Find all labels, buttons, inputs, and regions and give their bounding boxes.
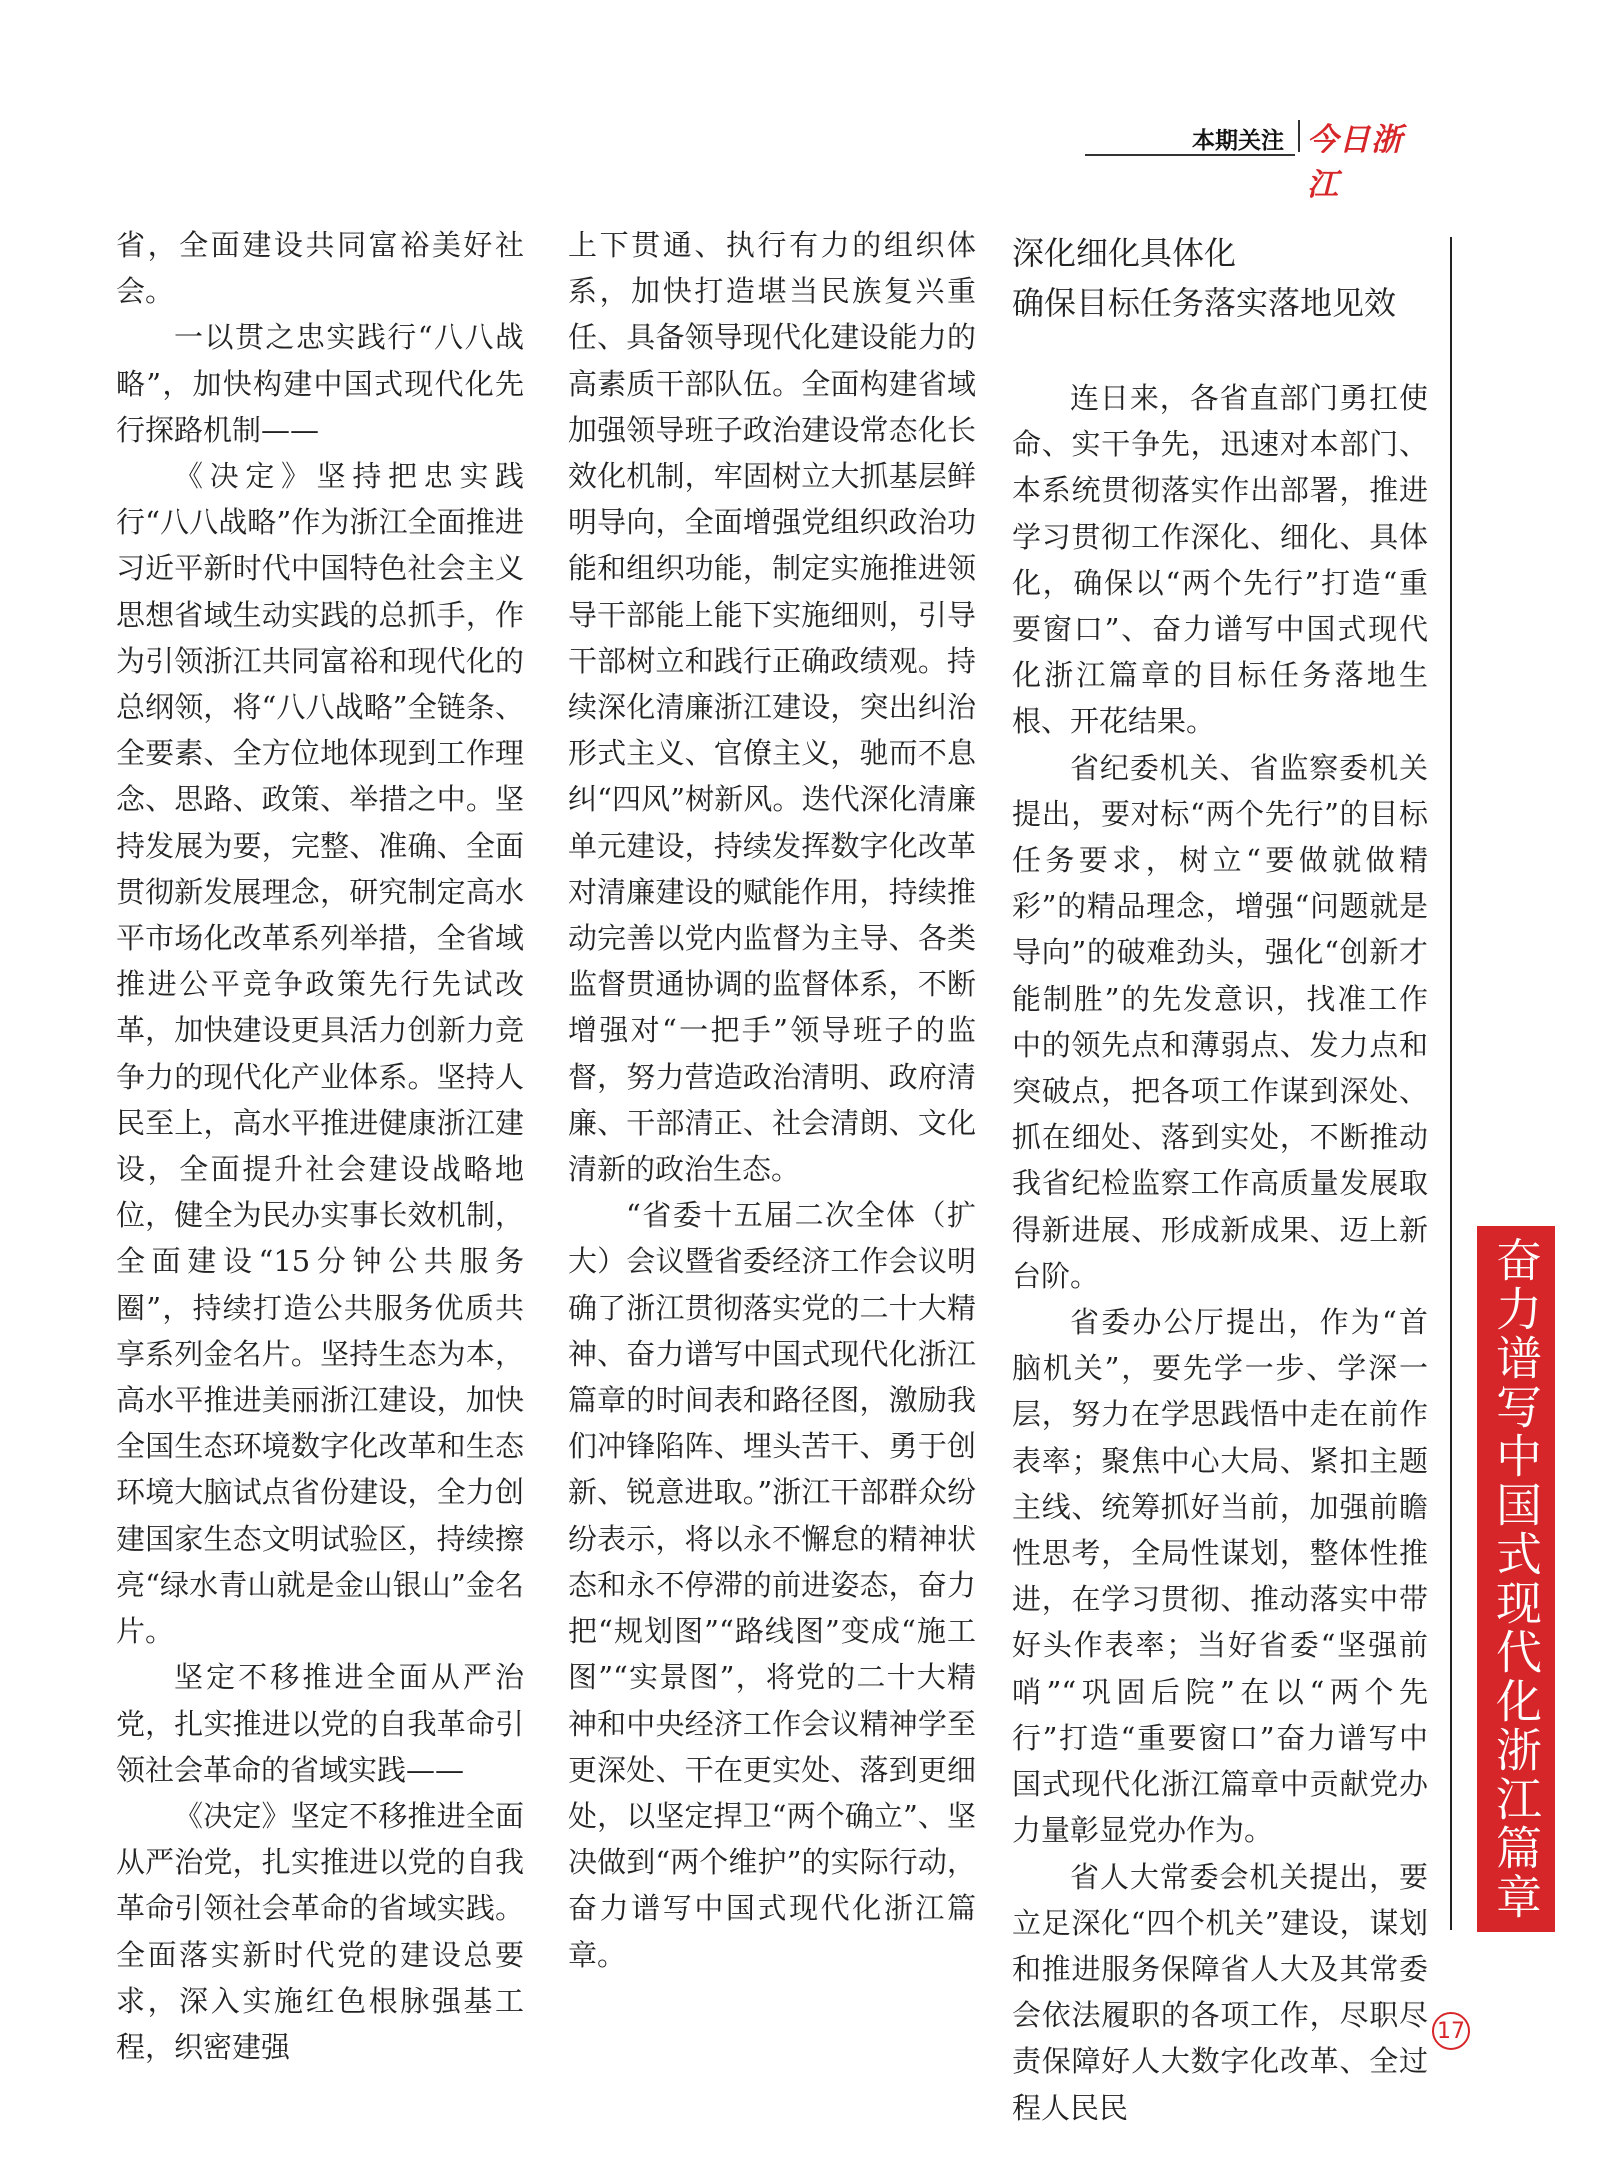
paragraph: 省，全面建设共同富裕美好社会。: [116, 228, 524, 309]
paragraph: 《决定》坚持把忠实践行“八八战略”作为浙江全面推进习近平新时代中国特色社会主义思想省域生动实践的总抓手，作为引领浙江共同富裕和现代化的总纲领，将“八八战略”全链条、全要素、全方位地体现到工作理念、思路、政策、举措之中。坚持发展为要，完整、准确、全面贯彻新发展理念，研究制定高水平市场化改革系列举措，全省域推进公平竞争政策先行先试改革，加快建设更具活力创新力竞争力的现代化产业体系。坚持人民至上，高水平推进健康浙江建设，全面提升社会建设战略地位，健全为民办实事长效机制，全面建设“15分钟公共服务圈”，持续打造公共服务优质共享系列金名片。坚持生态为本，高水平推进美丽浙江建设，加快全国生态环境数字化改革和生态环境大脑试点省份建设，全力创建国家生态文明试验区，持续擦亮“绿水青山就是金山银山”金名片。: [116, 459, 524, 1649]
paragraph-heading: 一以贯之忠实践行“八八战略”，加快构建中国式现代化先行探路机制——: [116, 320, 524, 447]
section-label: 本期关注: [1192, 128, 1284, 154]
brand-logo: 今日浙江: [1307, 122, 1403, 203]
paragraph: 连日来，各省直部门勇扛使命、实干争先，迅速对本部门、本系统贯彻落实作出部署，推进学习贯彻工作深化、细化、具体化，确保以“两个先行”打造“重要窗口”、奋力谱写中国式现代化浙江篇章的目标任务落地生根、开花结果。: [1012, 381, 1428, 739]
header-separator: [1298, 120, 1300, 152]
column-divider: [1450, 237, 1452, 1930]
paragraph: 省委办公厅提出，作为“首脑机关”，要先学一步、学深一层，努力在学思践悟中走在前作表率；聚焦中心大局、紧扣主题主线、统筹抓好当前，加强前瞻性思考，全局性谋划，整体性推进，在学习贯彻、推动落实中带好头作表率；当好省委“坚强前哨”“巩固后院”在以“两个先行”打造“重要窗口”奋力谱写中国式现代化浙江篇章中贡献党办力量彰显党办作为。: [1012, 1305, 1428, 1848]
paragraph: 上下贯通、执行有力的组织体系，加快打造堪当民族复兴重任、具备领导现代化建设能力的高素质干部队伍。全面构建省域加强领导班子政治建设常态化长效化机制，牢固树立大抓基层鲜明导向，全面增强党组织政治功能和组织功能，制定实施推进领导干部能上能下实施细则，引导干部树立和践行正确政绩观。持续深化清廉浙江建设，突出纠治形式主义、官僚主义，驰而不息纠“四风”树新风。迭代深化清廉单元建设，持续发挥数字化改革对清廉建设的赋能作用，持续推动完善以党内监督为主导、各类监督贯通协调的监督体系，不断增强对“一把手”领导班子的监督，努力营造政治清明、政府清廉、干部清正、社会清朗、文化清新的政治生态。: [568, 228, 976, 1187]
page-number: 17: [1432, 2012, 1470, 2050]
article-column-2: [568, 222, 976, 1978]
page-header: [1085, 118, 1420, 203]
article-column-3: [1012, 375, 1428, 2131]
paragraph: “省委十五届二次全体（扩大）会议暨省委经济工作会议明确了浙江贯彻落实党的二十大精神、奋力谱写中国式现代化浙江篇章的时间表和路径图，激励我们冲锋陷阵、埋头苦干、勇于创新、锐意进取。”浙江干部群众纷纷表示，将以永不懈怠的精神状态和永不停滞的前进姿态，奋力把“规划图”“路线图”变成“施工图”“实景图”，将党的二十大精神和中央经济工作会议精神学至更深处、干在更实处、落到更细处，以坚定捍卫“两个确立”、坚决做到“两个维护”的实际行动，奋力谱写中国式现代化浙江篇章。: [568, 1198, 976, 1972]
paragraph-heading: 坚定不移推进全面从严治党，扎实推进以党的自我革命引领社会革命的省域实践——: [116, 1660, 524, 1787]
paragraph: 省纪委机关、省监察委机关提出，要对标“两个先行”的目标任务要求，树立“要做就做精彩”的精品理念，增强“问题就是导向”的破难劲头，强化“创新才能制胜”的先发意识，找准工作中的领先点和薄弱点、发力点和突破点，把各项工作谋到深处、抓在细处、落到实处，不断推动我省纪检监察工作高质量发展取得新进展、形成新成果、迈上新台阶。: [1012, 750, 1428, 1293]
section-subhead: [1012, 228, 1432, 328]
paragraph: 《决定》坚定不移推进全面从严治党，扎实推进以党的自我革命引领社会革命的省域实践。全面落实新时代党的建设总要求，深入实施红色根脉强基工程，织密建强: [116, 1798, 524, 2064]
paragraph: 省人大常委会机关提出，要立足深化“四个机关”建设，谋划和推进服务保障省人大及其常委会依法履职的各项工作，尽职尽责保障好人大数字化改革、全过程人民民: [1012, 1859, 1428, 2125]
article-column-1: [116, 222, 524, 2070]
side-banner: [1477, 1226, 1555, 1932]
side-banner-text: 奋力谱写中国式现代化浙江篇章: [1489, 1236, 1543, 1922]
subhead-line-1: 深化细化具体化: [1012, 234, 1237, 272]
subhead-line-2: 确保目标任务落实落地见效: [1012, 284, 1397, 322]
